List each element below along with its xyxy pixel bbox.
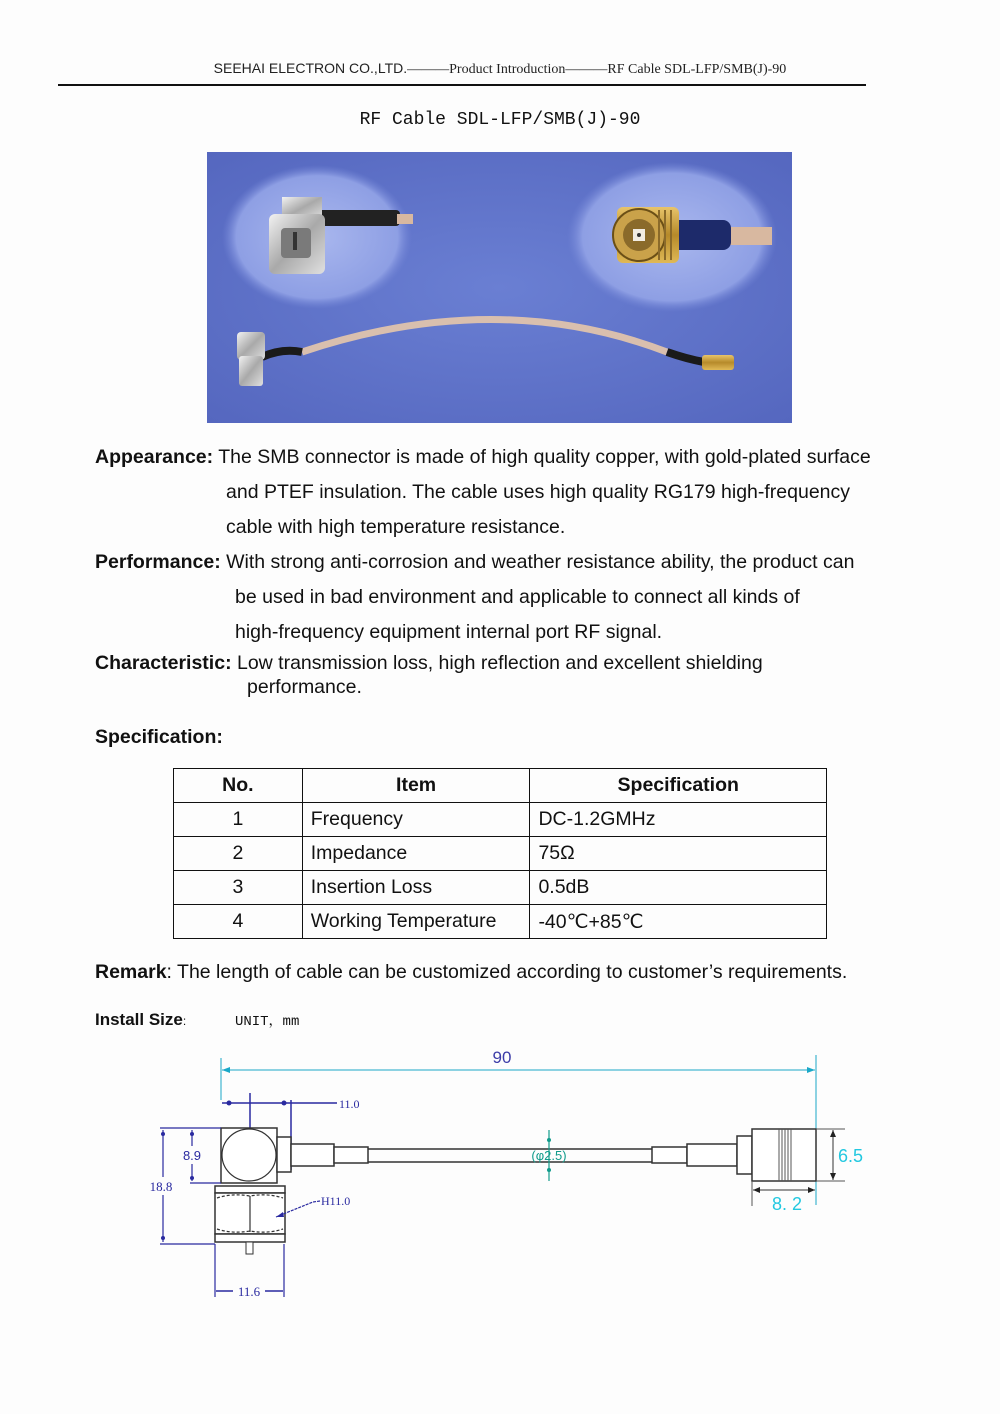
company-name: SEEHAI ELECTRON CO.,LTD. (213, 60, 408, 76)
table-row (174, 905, 827, 939)
dim-smb-length: 8. 2 (772, 1194, 803, 1214)
characteristic-line-1: Low transmission loss, high reflection and excellent shielding (236, 652, 763, 674)
column-header-specification: Specification (530, 769, 827, 803)
page-title: RF Cable SDL-LFP/SMB(J)-90 (359, 110, 641, 130)
header-separator: ——— (565, 62, 608, 77)
cell-item: Working Temperature (302, 905, 530, 939)
characteristic-label: Characteristic: (95, 652, 232, 674)
install-drawing (0, 1040, 1000, 1310)
specification-label (95, 720, 223, 755)
install-size-section (95, 1010, 299, 1030)
column-header-item: Item (302, 769, 530, 803)
install-size-label: Install Size (95, 1010, 183, 1029)
cell-spec: DC-1.2GMHz (530, 803, 827, 837)
dim-f-width-bottom: 11.6 (237, 1284, 261, 1299)
remark-section (95, 955, 847, 990)
cell-item: Impedance (302, 837, 530, 871)
remark-label: Remark (95, 961, 167, 983)
appearance-line-2: and PTEF insulation. The cable uses high quality RG179 high-frequency (226, 481, 851, 503)
product-photo (207, 152, 792, 423)
performance-line-3: high-frequency equipment internal port RF signal. (235, 621, 663, 643)
dim-f-height-upper: 8.9 (182, 1148, 202, 1163)
dim-smb-height: 6.5 (838, 1146, 864, 1166)
dim-f-width-top: 11.0 (339, 1097, 360, 1111)
cell-spec: -40℃+85℃ (530, 905, 827, 939)
cell-no: 1 (174, 803, 303, 837)
header-rule (58, 84, 866, 86)
characteristic-section (95, 651, 763, 699)
header-separator: ——— (407, 62, 450, 77)
install-unit: UNIT，mm (234, 1014, 300, 1030)
cell-spec: 75Ω (530, 837, 827, 871)
header-product: RF Cable SDL-LFP/SMB(J)-90 (607, 62, 787, 77)
appearance-label: Appearance: (95, 446, 214, 468)
appearance-line-3: cable with high temperature resistance. (226, 516, 566, 538)
cell-no: 3 (174, 871, 303, 905)
appearance-section (95, 440, 871, 545)
table-row (174, 871, 827, 905)
product-photo-image (207, 152, 792, 423)
table-row (174, 837, 827, 871)
characteristic-line-2: performance. (247, 676, 362, 698)
install-size-colon: : (182, 1014, 187, 1028)
header-section: Product Introduction (449, 62, 566, 77)
performance-section (95, 545, 854, 650)
remark-text: : The length of cable can be customized according to customer’s requirements. (166, 961, 848, 983)
table-header-row (174, 769, 827, 803)
cell-item: Frequency (302, 803, 530, 837)
column-header-no: No. (174, 769, 303, 803)
specification-label-text: Specification: (95, 726, 223, 748)
dim-f-height-total: 18.8 (149, 1179, 173, 1194)
specification-table (173, 768, 827, 939)
cell-no: 4 (174, 905, 303, 939)
cell-spec: 0.5dB (530, 871, 827, 905)
performance-label: Performance: (95, 551, 221, 573)
table-row (174, 803, 827, 837)
cell-no: 2 (174, 837, 303, 871)
dim-total-length: 90 (492, 1048, 512, 1067)
dim-hex-size: H11.0 (321, 1194, 351, 1208)
dim-cable-diameter: (φ2.5) (531, 1148, 567, 1163)
cell-item: Insertion Loss (302, 871, 530, 905)
performance-line-2: be used in bad environment and applicable to connect all kinds of (235, 586, 800, 608)
appearance-line-1: The SMB connector is made of high quality copper, with gold-plated surface (218, 446, 871, 468)
performance-line-1: With strong anti-corrosion and weather resistance ability, the product can (226, 551, 855, 573)
document-header (0, 60, 1000, 78)
